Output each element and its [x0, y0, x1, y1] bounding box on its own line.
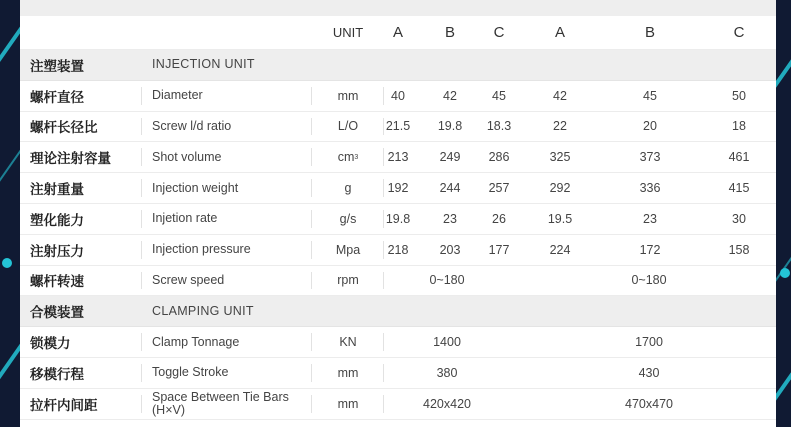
row-label-en: Shot volume: [152, 142, 312, 172]
value-cell: 213: [387, 150, 409, 165]
value-cell: 22: [553, 119, 567, 134]
row-label-en: Injection pressure: [152, 235, 312, 265]
row-label-en: Injetion rate: [152, 204, 312, 234]
col-header-a2: A: [554, 24, 565, 41]
section-title-cn: 注塑装置: [30, 58, 84, 74]
col-header-a1: A: [392, 24, 403, 41]
row-unit: mm: [312, 358, 384, 388]
value-cell-group-1: 380: [436, 365, 458, 380]
unit-superscript: 3: [354, 153, 359, 161]
row-unit: Mpa: [312, 235, 384, 265]
value-cell: 373: [639, 150, 661, 165]
value-cell-group-2: 0~180: [631, 273, 667, 288]
row-label-en: Diameter: [152, 81, 312, 111]
value-cell: 172: [639, 242, 661, 257]
col-header-c1: C: [493, 24, 505, 41]
value-cell: 244: [439, 181, 461, 196]
value-cell: 45: [492, 88, 506, 103]
value-cell-group-1: 420x420: [423, 396, 471, 411]
value-cell-group-2: 470x470: [625, 396, 673, 411]
table-row: [20, 204, 776, 235]
section-title-en: CLAMPING UNIT: [152, 303, 254, 318]
value-cell: 177: [488, 242, 510, 257]
value-cell: 336: [639, 181, 661, 196]
row-unit: rpm: [312, 266, 384, 296]
value-cell-group-1: 0~180: [429, 273, 465, 288]
table-row: [20, 112, 776, 143]
table-row: [20, 327, 776, 358]
unit-header: UNIT: [332, 25, 364, 40]
value-cell: 23: [443, 211, 457, 226]
table-row: [20, 358, 776, 389]
section-clamping: [20, 296, 776, 327]
table-row: [20, 235, 776, 266]
row-label-cn: 注射压力: [30, 235, 142, 265]
value-cell: 415: [728, 181, 750, 196]
row-unit: mm: [312, 389, 384, 419]
unit-base: cm: [337, 150, 355, 165]
value-cell: 286: [488, 150, 510, 165]
row-label-en: Toggle Stroke: [152, 358, 312, 388]
value-cell: 45: [643, 88, 657, 103]
value-cell: 20: [643, 119, 657, 134]
row-label-cn: 塑化能力: [30, 204, 142, 234]
value-cell: 203: [439, 242, 461, 257]
row-label-en: Clamp Tonnage: [152, 327, 312, 357]
value-cell: 42: [443, 88, 457, 103]
value-cell: 257: [488, 181, 510, 196]
value-cell: 23: [643, 211, 657, 226]
value-cell: 18.3: [486, 119, 512, 134]
value-cell: 19.5: [547, 211, 573, 226]
value-cell: 42: [553, 88, 567, 103]
value-cell: 192: [387, 181, 409, 196]
table-row: [20, 389, 776, 420]
row-label-cn: 锁模力: [30, 327, 142, 357]
col-header-b2: B: [644, 24, 655, 41]
table-row: [20, 173, 776, 204]
value-cell-group-2: 1700: [635, 335, 663, 350]
row-label-cn: 螺杆转速: [30, 266, 142, 296]
value-cell: 19.8: [385, 211, 411, 226]
section-title-en: INJECTION UNIT: [152, 57, 255, 72]
value-cell-group-1: 1400: [433, 335, 461, 350]
row-label-cn: 移模行程: [30, 358, 142, 388]
value-cell: 26: [492, 211, 506, 226]
row-label-en: Screw l/d ratio: [152, 112, 312, 142]
row-unit: mm: [312, 81, 384, 111]
value-cell: 249: [439, 150, 461, 165]
row-unit: KN: [312, 327, 384, 357]
table-row: [20, 81, 776, 112]
row-label-en: Space Between Tie Bars (H×V): [152, 389, 312, 419]
table-header: [20, 16, 776, 50]
section-injection: [20, 50, 776, 81]
row-label-cn: 注射重量: [30, 173, 142, 203]
row-unit: g: [312, 173, 384, 203]
value-cell: 21.5: [385, 119, 411, 134]
spec-table: [20, 0, 776, 427]
row-label-cn: 螺杆长径比: [30, 112, 142, 142]
value-cell: 461: [728, 150, 750, 165]
row-label-en: Screw speed: [152, 266, 312, 296]
row-label-cn: 拉杆内间距: [30, 389, 142, 419]
value-cell: 218: [387, 242, 409, 257]
value-cell: 224: [549, 242, 571, 257]
table-row: [20, 266, 776, 297]
value-cell: 19.8: [437, 119, 463, 134]
value-cell: 292: [549, 181, 571, 196]
row-label-cn: 螺杆直径: [30, 81, 142, 111]
value-cell: 158: [728, 242, 750, 257]
value-cell: 50: [732, 88, 746, 103]
col-header-c2: C: [733, 24, 745, 41]
value-cell: 18: [732, 119, 746, 134]
section-title-cn: 合模装置: [30, 305, 84, 321]
value-cell: 325: [549, 150, 571, 165]
row-label-en: Injection weight: [152, 173, 312, 203]
row-label-cn: 理论注射容量: [30, 142, 142, 172]
row-unit: L/O: [312, 112, 384, 142]
value-cell-group-2: 430: [638, 365, 660, 380]
row-unit: g/s: [312, 204, 384, 234]
value-cell: 30: [732, 211, 746, 226]
col-header-b1: B: [444, 24, 455, 41]
top-band: [20, 0, 776, 16]
value-cell: 40: [391, 88, 405, 103]
table-row: [20, 142, 776, 173]
